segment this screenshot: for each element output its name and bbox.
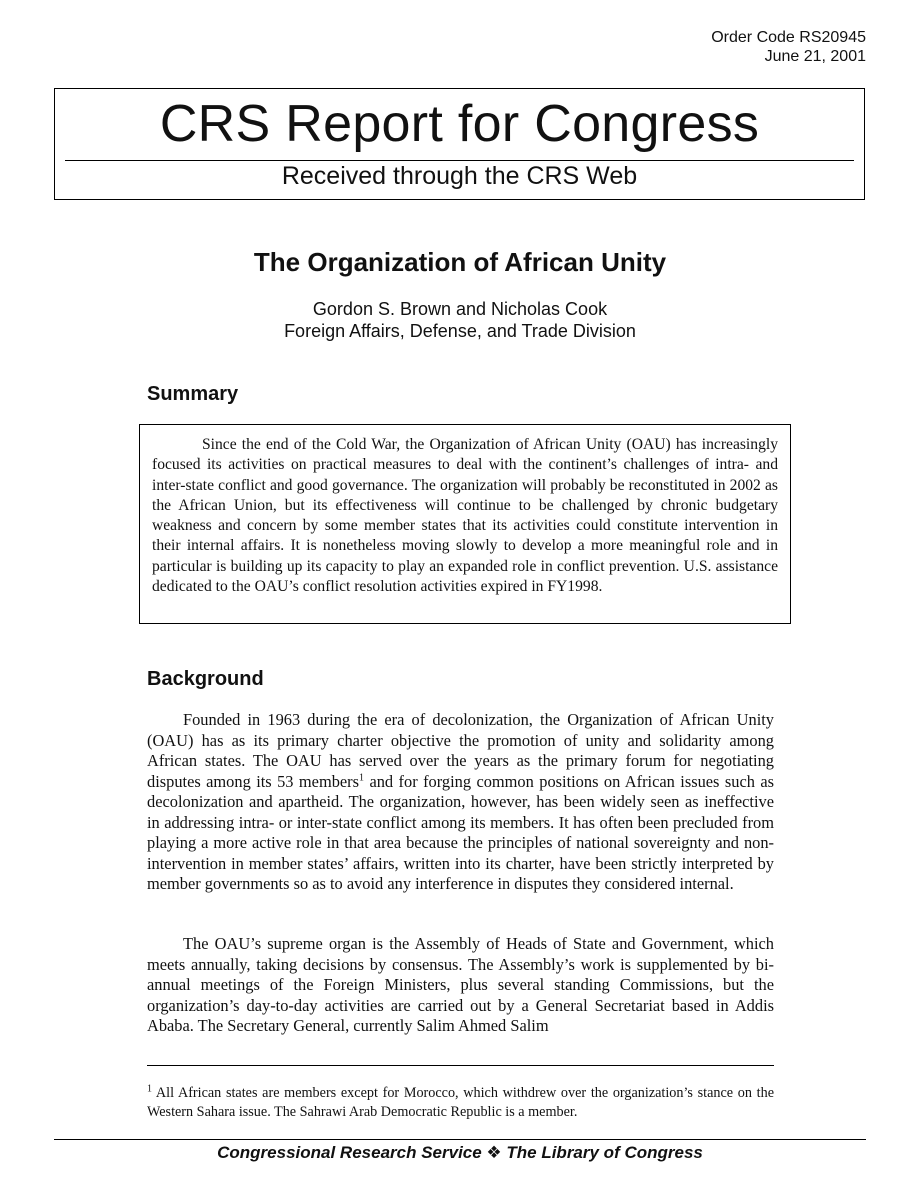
- summary-box: [139, 424, 791, 624]
- summary-text: Since the end of the Cold War, the Organization of African Unity (OAU) has increasingly focused its activities on practical measures to deal with the continent’s challenges of intra- and inter-state conflict and good governance. The organization will probably be reconstituted in 2002 as the African Union, but its effectiveness will continue to be challenged by chronic budgetary weakness and concern by some member states that its activities could constitute intervention in their internal affairs. It is nonetheless moving slowly to develop a more meaningful role and in particular is building up its capacity to play an expanded role in conflict prevention. U.S. assistance dedicated to the OAU’s conflict resolution activities expired in FY1998.: [152, 436, 778, 596]
- background-paragraph-2: [147, 934, 774, 1037]
- banner-title: CRS Report for Congress: [159, 95, 760, 153]
- order-code: Order Code RS20945: [711, 29, 866, 46]
- footnote-reference[interactable]: 1: [359, 772, 365, 784]
- paragraph-text: and for forging common positions on African issues such as decolonization and apartheid. The organization, however, has been widely seen as ineffective in addressing intra- or inter-state conflict among its members. It has often been precluded from playing a more active role in that area because the principles of national sovereignty and non-intervention in member states’ affairs, written into its charter, have been strictly interpreted by member governments so as to avoid any interference in disputes they considered internal.: [147, 771, 774, 893]
- paragraph-text: The OAU’s supreme organ is the Assembly of Heads of State and Government, which meets annually, taking decisions by consensus. The Assembly’s work is supplemented by bi-annual meetings of the Foreign Ministers, plus several standing Commissions, but the organization’s day-to-day activities are carried out by a General Secretariat based in Addis Ababa. The Secretary General, currently Salim Ahmed Salim: [147, 934, 774, 1035]
- background-paragraph-1: [147, 710, 774, 895]
- paragraph-text: Founded in 1963 during the era of decolonization, the Organization of African Unity (OAU) has as its primary charter objective the promotion of unity and solidarity among African states. The OAU has served over the years as the primary forum for negotiating disputes among its 53 members: [147, 710, 774, 791]
- report-banner: [54, 88, 865, 200]
- report-date: June 21, 2001: [764, 48, 866, 65]
- footnote-divider: [147, 1065, 774, 1066]
- footer-divider: [54, 1139, 866, 1140]
- footer-text: Congressional Research Service ❖ The Library of Congress: [217, 1143, 703, 1162]
- footnote-text: All African states are members except for Morocco, which withdrew over the organization’s stance on the Western Sahara issue. The Sahrawi Arab Democratic Republic is a member.: [147, 1085, 774, 1120]
- document-title: The Organization of African Unity: [253, 247, 667, 277]
- author-block: [0, 298, 920, 342]
- banner-subtitle: Received through the CRS Web: [281, 162, 638, 190]
- authors: Gordon S. Brown and Nicholas Cook: [312, 299, 608, 319]
- footnote: [147, 1084, 774, 1122]
- order-info: [711, 28, 866, 66]
- background-heading: Background: [147, 668, 264, 690]
- division: Foreign Affairs, Defense, and Trade Division: [284, 321, 636, 341]
- footnote-marker: 1: [147, 1083, 152, 1095]
- summary-heading: Summary: [147, 383, 239, 405]
